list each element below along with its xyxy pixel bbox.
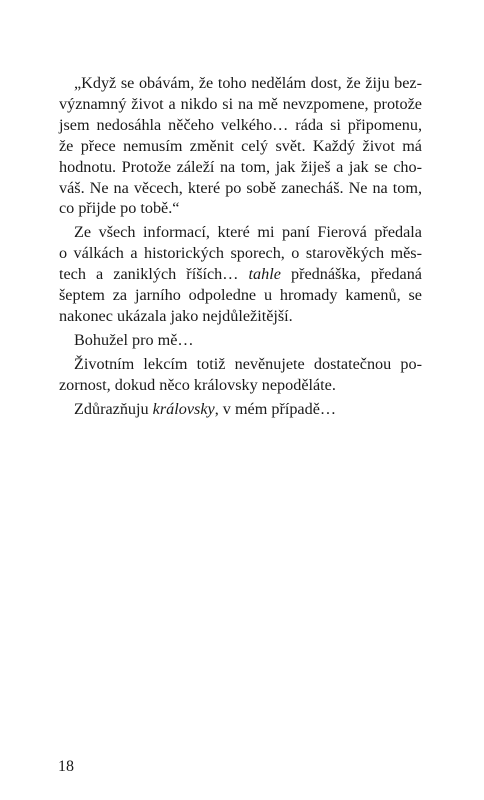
text-line: Životním lekcím totiž nevěnujete dostatečnou po- [74, 354, 422, 373]
page-number: 18 [58, 758, 74, 775]
text-line [59, 264, 422, 285]
paragraph-1 [59, 73, 422, 219]
paragraph-4 [59, 354, 422, 396]
paragraph-3 [59, 330, 422, 351]
text-segment: tech a zaniklých říších… [59, 265, 249, 284]
text-line: o válkách a historických sporech, o starověkých měs- [59, 244, 422, 263]
text-segment: , v mém případě… [214, 399, 337, 418]
text-line: šeptem za jarního odpoledne u hromady kamenů, se [59, 286, 422, 305]
text-line: váš. Ne na věcech, které po sobě zanecháš. Ne na tom, [59, 178, 422, 197]
text-line: hodnotu. Protože záleží na tom, jak žiješ a jak se cho- [59, 157, 422, 176]
text-line: „Když se obávám, že toho nedělám dost, že žiju bez- [74, 74, 422, 92]
paragraph-5 [59, 399, 422, 420]
text-line [59, 399, 422, 420]
emphasized-word: tahle [248, 265, 281, 284]
paragraph-2 [59, 222, 422, 327]
text-line: že přece nemusím změnit celý svět. Každý život má [59, 136, 422, 155]
text-line: Bohužel pro mě… [74, 330, 194, 349]
text-line: Ze všech informací, které mi paní Fierová předala [74, 223, 422, 242]
text-line: co přijde po tobě.“ [59, 199, 180, 218]
text-segment: Zdůrazňuju [74, 399, 153, 418]
text-line: nakonec ukázala jako nejdůležitější. [59, 306, 293, 325]
emphasized-word: královsky [152, 399, 215, 418]
text-line: jsem nedosáhla něčeho velkého… ráda si připomenu, [59, 115, 422, 134]
text-line: významný život a nikdo si na mě nevzpomene, protože [59, 94, 422, 113]
text-segment: přednáška, předaná [280, 265, 422, 284]
body-text [59, 73, 422, 420]
text-line: zornost, dokud něco královsky nepoděláte. [59, 375, 336, 394]
